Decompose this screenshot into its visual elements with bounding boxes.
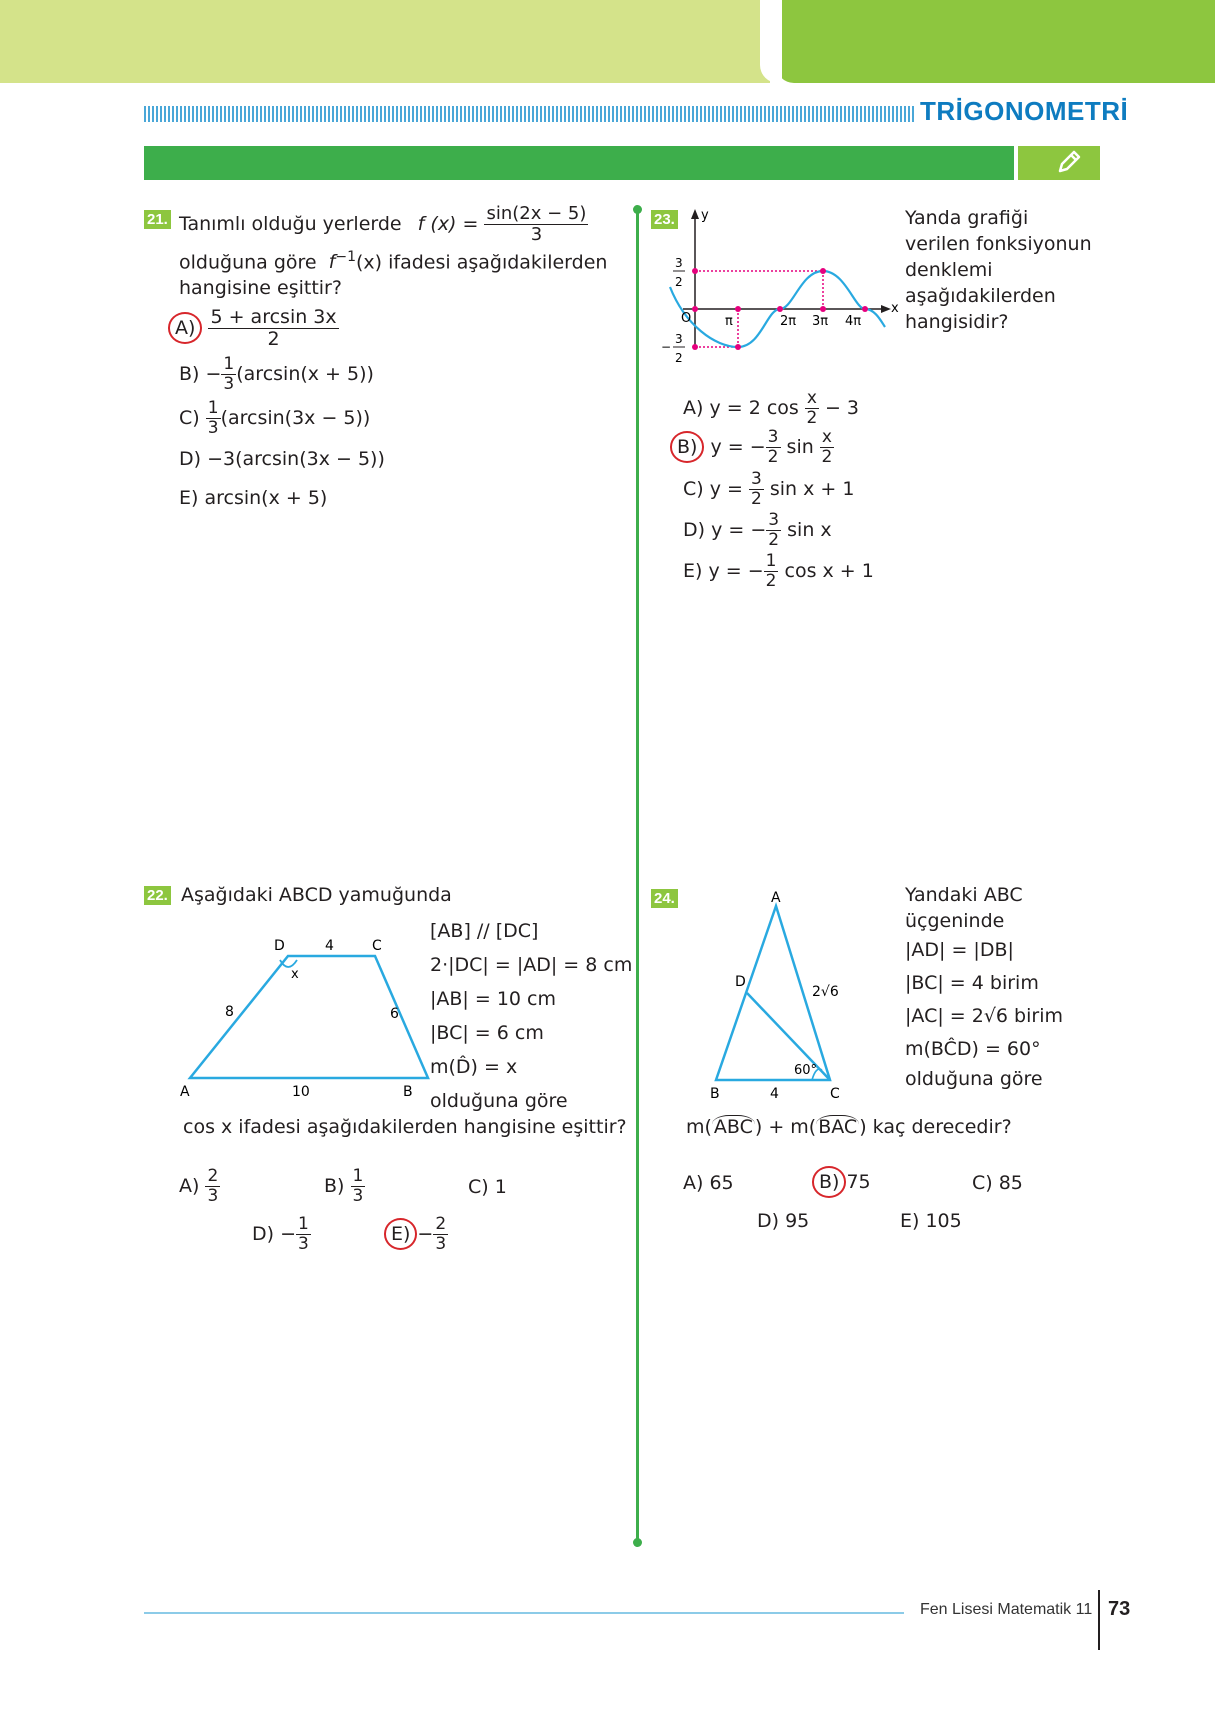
denominator: 2: [765, 571, 777, 591]
divider-dot-bottom: [633, 1538, 642, 1547]
denominator: 3: [352, 1186, 364, 1206]
option-label: C): [179, 407, 200, 429]
sign: −: [417, 1223, 434, 1245]
point: [692, 306, 698, 312]
option-label: E): [384, 1218, 417, 1250]
point: [735, 344, 741, 350]
vertex-label: C: [372, 938, 382, 954]
option-b[interactable]: [179, 356, 374, 393]
tick-label: 4π: [845, 314, 862, 329]
option-text: (arcsin(3x − 5)): [220, 407, 371, 429]
stem-line: olduğuna göre: [179, 251, 317, 274]
divider-dot-top: [633, 205, 642, 214]
denominator: 2: [768, 530, 780, 550]
option-text: −3(arcsin(3x − 5)): [207, 448, 385, 470]
question-number: 22.: [144, 886, 171, 905]
sign: −: [280, 1223, 297, 1245]
side-label: 6: [390, 1006, 399, 1022]
numerator: 1: [298, 1214, 309, 1234]
option-e[interactable]: E) 105: [900, 1210, 962, 1232]
vertex-label: A: [771, 890, 781, 906]
inverse-f: f: [328, 251, 336, 274]
given-line: |AB| = 10 cm: [430, 988, 557, 1010]
stem-line: ifadesi aşağıdakilerden: [388, 251, 608, 274]
option-text: arcsin(x + 5): [204, 487, 328, 509]
stem-line: verilen fonksiyonun: [905, 233, 1092, 255]
option-e[interactable]: [179, 487, 327, 509]
question-number: 21.: [144, 210, 171, 229]
tick-label: 3π: [812, 314, 829, 329]
point: [820, 306, 826, 312]
option-a[interactable]: A) 65: [683, 1172, 734, 1194]
numerator: 2: [207, 1166, 219, 1186]
given-line: [AB] // [DC]: [430, 920, 539, 942]
vertex-label: B: [403, 1084, 413, 1100]
pencil-icon: [1018, 146, 1100, 180]
question-title: Aşağıdaki ABCD yamuğunda: [181, 884, 452, 906]
given-line: m(D̂) = x: [430, 1056, 518, 1078]
numerator: 1: [223, 354, 235, 374]
option-label: A): [179, 1175, 200, 1197]
numerator: 2: [435, 1214, 447, 1234]
point: [862, 306, 868, 312]
option-label: E): [179, 487, 199, 509]
option-label: D): [179, 448, 202, 470]
numerator: 3: [767, 427, 779, 447]
vertex-label: D: [735, 974, 746, 990]
fraction: [749, 471, 764, 508]
x-label: x: [891, 301, 899, 316]
sign: −: [205, 363, 222, 385]
option-text: 1: [494, 1176, 507, 1198]
footer-line: [144, 1612, 904, 1614]
vertex-label: A: [180, 1084, 190, 1100]
stem-line: hangisidir?: [905, 311, 1009, 333]
option-a[interactable]: [683, 390, 859, 427]
triangle-figure: [700, 886, 870, 1102]
question-number: 24.: [651, 889, 678, 908]
numerator: 1: [352, 1166, 364, 1186]
stem-line: hangisine eşittir?: [179, 277, 342, 300]
numerator: 3: [751, 469, 762, 489]
fraction: [820, 429, 834, 466]
title-bar: [144, 146, 1014, 180]
tick-label: 3: [675, 332, 683, 346]
fraction: [764, 553, 779, 590]
option-label: C): [468, 1176, 489, 1198]
option-label: D): [683, 519, 706, 541]
numerator: x: [821, 427, 832, 447]
question-question: [686, 1114, 1012, 1140]
option-text: y = −: [708, 560, 764, 582]
fraction: [221, 356, 236, 393]
option-text: 75: [846, 1171, 871, 1193]
question-stem: cos x ifadesi aşağıdakilerden hangisine eşittir?: [183, 1116, 627, 1138]
denominator: 2: [767, 447, 779, 467]
given-line: olduğuna göre: [430, 1090, 568, 1112]
option-label: A): [683, 397, 704, 419]
vertex-label: C: [830, 1086, 840, 1102]
tick-label: 3: [675, 256, 683, 270]
point: [692, 344, 698, 350]
pencil-box: [1018, 146, 1100, 180]
footer-book: Fen Lisesi Matematik 11: [920, 1601, 1093, 1618]
x-axis-arrow: [881, 305, 891, 313]
angle-bac: BAC: [818, 1116, 858, 1138]
option-a[interactable]: [168, 308, 339, 349]
option-b[interactable]: [324, 1168, 365, 1205]
option-e[interactable]: [384, 1216, 448, 1253]
header-banner-left: [0, 0, 770, 83]
numerator: 5 + arcsin 3x: [210, 306, 337, 328]
stem-line: aşağıdakilerden: [905, 285, 1056, 307]
side-label: 8: [225, 1004, 234, 1020]
given-list: [430, 914, 632, 1118]
fraction: [433, 1216, 448, 1253]
superscript: −1: [335, 249, 356, 265]
stem-line: üçgeninde: [905, 910, 1005, 932]
vertex-label: B: [710, 1086, 720, 1102]
option-label: B): [670, 431, 704, 463]
side-label: 4: [325, 938, 334, 954]
question-number: 23.: [651, 210, 678, 229]
y-axis-arrow: [691, 209, 699, 219]
option-text: sin: [786, 436, 814, 458]
tick-label: 2π: [780, 314, 797, 329]
numerator: x: [806, 388, 817, 408]
option-label: E): [683, 560, 703, 582]
option-label: B): [179, 363, 200, 385]
tick-label: −: [661, 340, 672, 354]
tick-label: 2: [675, 351, 683, 365]
option-label: B): [324, 1175, 345, 1197]
option-c[interactable]: [683, 471, 854, 508]
point: [735, 306, 741, 312]
option-text: y = −: [711, 519, 767, 541]
option-b[interactable]: [670, 429, 834, 466]
option-c[interactable]: C) 85: [972, 1172, 1023, 1194]
q-text: m(: [686, 1116, 712, 1138]
denominator: 2: [267, 328, 280, 350]
fraction: [205, 1168, 220, 1205]
option-text: (arcsin(x + 5)): [236, 363, 374, 385]
fraction: [766, 429, 781, 466]
fraction: [805, 390, 819, 427]
side-label: 10: [292, 1084, 310, 1100]
option-e[interactable]: [683, 553, 874, 590]
point: [692, 268, 698, 274]
numerator: sin(2x − 5): [486, 203, 587, 224]
q-text: ) kaç derecedir?: [859, 1116, 1012, 1138]
option-label: D): [252, 1223, 275, 1245]
header-banner-right: [776, 0, 1215, 83]
column-divider: [636, 209, 639, 1543]
option-c[interactable]: [468, 1176, 507, 1198]
side-label: 2√6: [812, 984, 839, 1000]
stem-line: olduğuna göre: [905, 1068, 1043, 1090]
option-text: y = −: [710, 436, 766, 458]
angle-label: x: [291, 967, 299, 982]
question-stem: [179, 205, 619, 301]
tick-label: 2: [675, 275, 683, 289]
stem-line: |BC| = 4 birim: [905, 972, 1039, 994]
fraction: [206, 400, 221, 437]
option-d[interactable]: [252, 1216, 311, 1253]
trapezoid-figure: [170, 928, 440, 1100]
stem-line: |AD| = |DB|: [905, 939, 1014, 961]
stem-line: Yandaki ABC: [905, 884, 1023, 906]
inverse-arg: (x): [356, 251, 383, 274]
fraction: [484, 205, 588, 244]
option-b[interactable]: [812, 1166, 871, 1198]
denominator: 3: [435, 1234, 447, 1254]
fraction: [351, 1168, 366, 1205]
side-label: 4: [770, 1086, 779, 1102]
stem-line: |AC| = 2√6 birim: [905, 1005, 1063, 1027]
question-stem: [905, 882, 1063, 1092]
denominator: 2: [806, 408, 818, 428]
question-stem: [905, 205, 1105, 335]
option-d[interactable]: [179, 448, 385, 470]
option-text: sin x + 1: [769, 478, 855, 500]
given-line: |BC| = 6 cm: [430, 1022, 544, 1044]
fraction: [296, 1216, 311, 1253]
denominator: 2: [751, 489, 762, 509]
q-text: ) + m(: [754, 1116, 817, 1138]
option-d[interactable]: D) 95: [757, 1210, 810, 1232]
origin-label: O: [681, 311, 692, 326]
vertex-label: D: [274, 938, 285, 954]
function-label: f (x) =: [417, 213, 479, 235]
denominator: 3: [298, 1234, 309, 1254]
stem-line: Yanda grafiği: [905, 207, 1029, 229]
option-text: y =: [709, 478, 743, 500]
tick-label: π: [725, 314, 733, 329]
numerator: 1: [207, 398, 219, 418]
section-title: TRİGONOMETRİ: [920, 96, 1129, 126]
denominator: 2: [821, 447, 833, 467]
numerator: 3: [768, 510, 780, 530]
header-banner-gap: [760, 0, 782, 83]
option-text: y = 2 cos: [709, 397, 799, 419]
stem-line: m(BĈD) = 60°: [905, 1038, 1041, 1060]
point: [777, 306, 783, 312]
denominator: 3: [530, 224, 543, 245]
header-stripe: [144, 106, 914, 122]
option-label: B): [812, 1166, 846, 1198]
option-text: cos x + 1: [784, 560, 874, 582]
option-label: C): [683, 478, 704, 500]
angle-label: 60°: [794, 1063, 818, 1078]
option-label: A): [168, 312, 202, 344]
stem-line: denklemi: [905, 259, 993, 281]
angle-abc: ABC: [713, 1116, 753, 1138]
fraction: [208, 308, 338, 349]
fraction: [766, 512, 781, 549]
option-text: sin x: [787, 519, 832, 541]
option-d[interactable]: [683, 512, 832, 549]
y-label: y: [701, 208, 709, 223]
sine-graph: [655, 205, 905, 375]
option-text: − 3: [824, 397, 860, 419]
option-a[interactable]: [179, 1168, 220, 1205]
denominator: 3: [207, 1186, 219, 1206]
option-c[interactable]: [179, 400, 370, 437]
denominator: 3: [207, 418, 219, 438]
denominator: 3: [223, 374, 235, 394]
page-number: 73: [1108, 1598, 1131, 1620]
page-rule: [1098, 1590, 1100, 1650]
numerator: 1: [765, 551, 777, 571]
given-line: 2·|DC| = |AD| = 8 cm: [430, 954, 633, 976]
stem-line: Tanımlı olduğu yerlerde: [179, 213, 402, 235]
point: [820, 268, 826, 274]
